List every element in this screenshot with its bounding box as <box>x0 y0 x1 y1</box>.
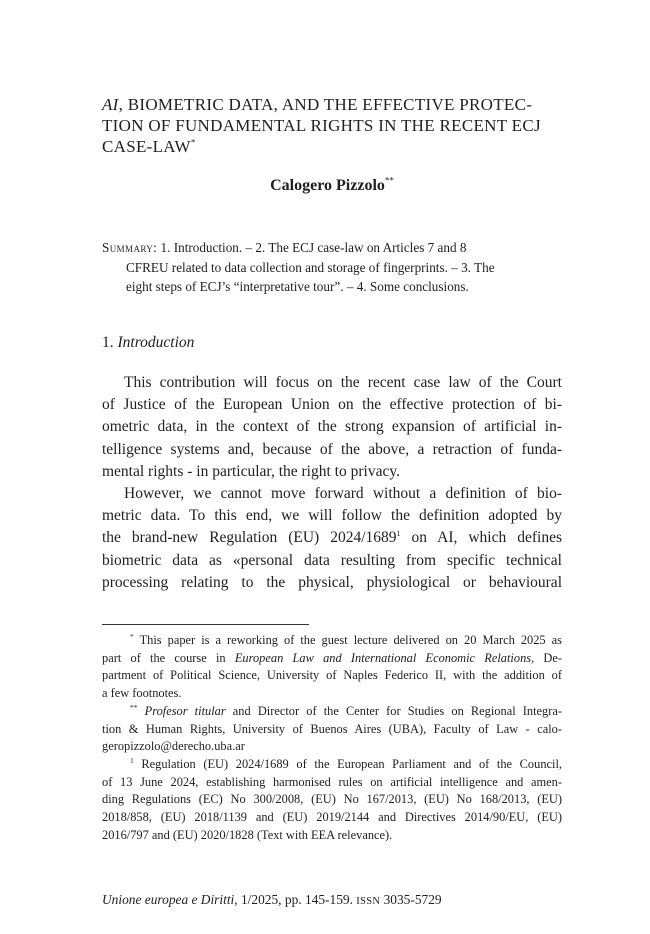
title-line-1: , BIOMETRIC DATA, AND THE EFFECTIVE PROTEC- <box>118 95 533 114</box>
footnote-line: part of the course in European Law and International Economic Relations, De- <box>102 650 562 665</box>
title-footnote-mark: * <box>190 137 196 148</box>
footnote-email-line: geropizzolo@derecho.uba.ar <box>102 739 245 754</box>
issn-label: ISSN <box>356 896 381 907</box>
footnote-line: $^1$ Regulation (EU) 2024/1689 of the European Parliament and of the Council, <box>130 755 562 771</box>
footnote-line: partment of Political Science, University of Naples Federico II, with the addition of <box>102 668 562 683</box>
body-line: However, we cannot move forward without a definition of bio- <box>124 485 562 503</box>
title-line-3: CASE-LAW <box>102 137 191 156</box>
summary <box>102 238 562 297</box>
title-line-2: TION OF FUNDAMENTAL RIGHTS IN THE RECENT ECJ <box>102 116 541 135</box>
footnote-ref-1: 1 <box>396 529 401 539</box>
footnote-line: tion & Human Rights, University of Buenos Aires (UBA), Faculty of Law - calo- <box>102 721 562 736</box>
body-line: the brand-new Regulation (EU) 2024/1689$^1$ on AI, which defines <box>102 529 562 547</box>
summary-line-1: Summary: 1. Introduction. – 2. The ECJ case-law on Articles 7 and 8 <box>102 240 467 255</box>
body-line: mental rights - in particular, the right to privacy. <box>102 462 400 480</box>
footnotes <box>102 632 562 844</box>
footnote-line: 2016/797 and (EU) 2020/1828 (Text with EEA relevance). <box>102 827 393 842</box>
section-title: Introduction <box>117 334 195 351</box>
body-line: ometric data, in the context of the strong expansion of artificial in- <box>102 418 562 436</box>
issn-number: 3035-5729 <box>380 892 442 907</box>
footnote-line: ding Regulations (EC) No 300/2008, (EU) No 167/2013, (EU) No 168/2013, (EU) <box>102 792 562 807</box>
journal-issue: , 1/2025, pp. 145-159. <box>234 892 357 907</box>
body-line: metric data. To this end, we will follow the definition adopted by <box>102 507 562 525</box>
footnote-line: of 13 June 2024, establishing harmonised rules on artificial intelligence and amen- <box>102 774 562 789</box>
body-line: processing relating to the physical, physiological or behavioural <box>102 573 562 591</box>
section-heading <box>102 333 194 353</box>
footnote-line: * This paper is a reworking of the guest lecture delivered on 20 March 2025 as <box>130 631 562 647</box>
journal-footer <box>102 891 562 911</box>
author-name: Calogero Pizzolo <box>270 177 385 194</box>
section-number: 1. <box>102 334 118 351</box>
footnote-separator <box>102 624 309 625</box>
summary-line-3: eight steps of ECJ’s “interpretative tour”. – 4. Some conclusions. <box>126 279 469 294</box>
body-text <box>102 372 562 594</box>
summary-line-2: CFREU related to data collection and storage of fingerprints. – 3. The <box>126 259 495 275</box>
title-ai: AI <box>102 95 119 114</box>
author-footnote-mark: ** <box>384 175 394 186</box>
journal-name: Unione europea e Diritti <box>102 892 235 907</box>
body-line: biometric data as «personal data resulting from specific technical <box>102 551 562 569</box>
body-line: telligence systems and, because of the above, a retraction of funda- <box>102 440 562 458</box>
footnote-line: ** Profesor titular and Director of the Center for Studies on Regional Integra- <box>130 702 562 718</box>
body-line: of Justice of the European Union on the effective protection of bi- <box>102 396 562 414</box>
article-title <box>102 94 562 157</box>
body-line: This contribution will focus on the recent case law of the Court <box>124 374 562 391</box>
summary-label: Summary: <box>102 240 158 255</box>
author-name-block <box>102 176 562 196</box>
footnote-line: a few footnotes. <box>102 686 182 701</box>
footnote-line: 2018/858, (EU) 2018/1139 and (EU) 2019/2144 and Directives 2014/90/EU, (EU) <box>102 810 562 825</box>
